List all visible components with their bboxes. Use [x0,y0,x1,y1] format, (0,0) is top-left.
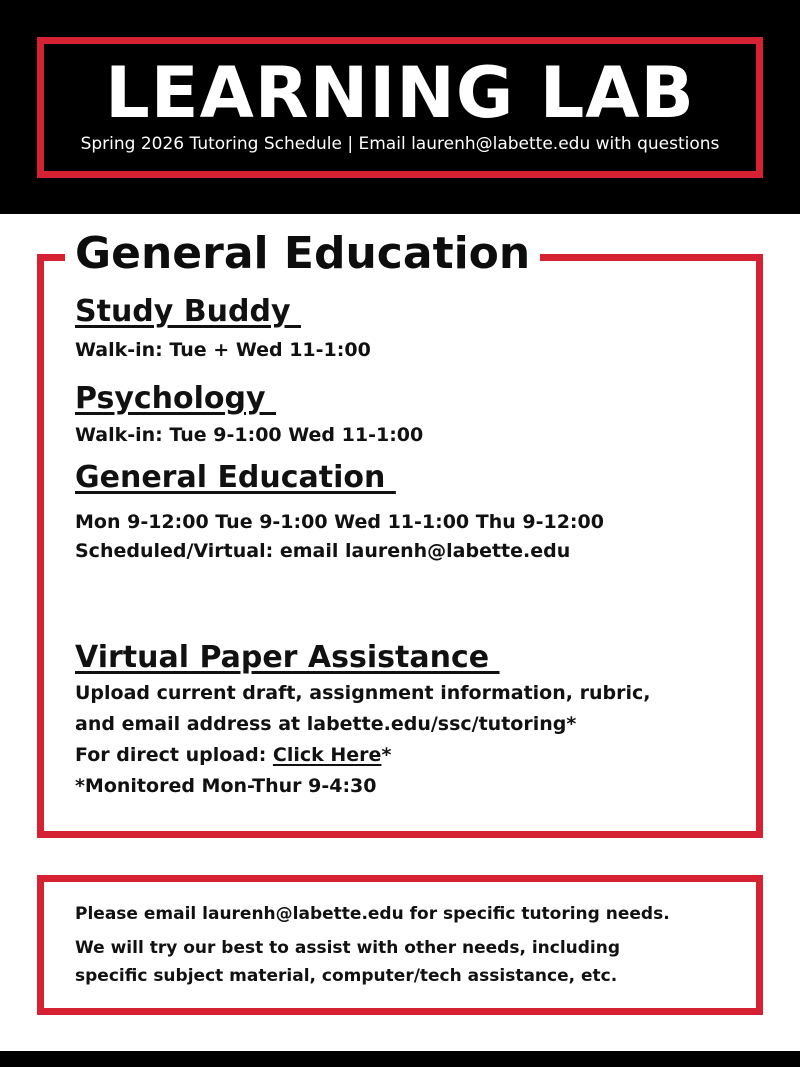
psychology-heading: Psychology [75,381,276,416]
header-subtitle: Spring 2026 Tutoring Schedule | Email laurenh@labette.edu with questions [80,134,720,154]
virtual-paper-line-1: Upload current draft, assignment information, rubric, [75,682,651,704]
general-education-title: General Education [65,226,540,282]
general-education-hours: Mon 9-12:00 Tue 9-1:00 Wed 11-1:00 Thu 9-12:00 [75,511,604,533]
footer-line-2: We will try our best to assist with other needs, including [75,938,621,958]
monitored-hours: *Monitored Mon-Thur 9-4:30 [75,775,377,797]
direct-upload-line [75,741,391,769]
study-buddy-heading: Study Buddy [75,294,301,329]
direct-upload-prefix: For direct upload: [75,744,273,766]
footer-line-3: specific subject material, computer/tech assistance, etc. [75,966,618,986]
bottom-band [0,1051,800,1067]
virtual-paper-line-2: and email address at labette.edu/ssc/tutoring* [75,713,577,735]
virtual-paper-heading: Virtual Paper Assistance [75,640,500,675]
direct-upload-suffix: * [381,744,392,766]
psychology-hours: Walk-in: Tue 9-1:00 Wed 11-1:00 [75,424,424,446]
study-buddy-hours: Walk-in: Tue + Wed 11-1:00 [75,339,371,361]
footer-line-1: Please email laurenh@labette.edu for specific tutoring needs. [75,904,670,924]
general-education-heading: General Education [75,460,396,495]
header-title: LEARNING LAB [105,52,695,134]
click-here-link[interactable]: Click Here [272,744,382,766]
general-education-scheduled: Scheduled/Virtual: email laurenh@labette.edu [75,540,571,562]
